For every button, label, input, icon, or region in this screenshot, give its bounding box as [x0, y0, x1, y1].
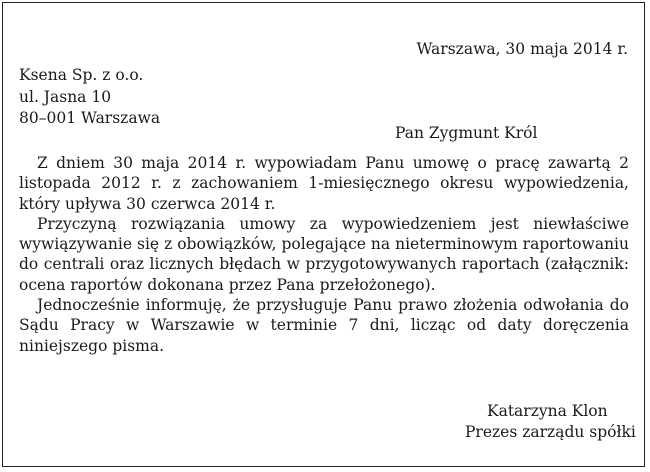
- sender-street: ul. Jasna 10: [19, 87, 112, 106]
- sender-city: 80–001 Warszawa: [19, 109, 161, 127]
- sender-address: [19, 65, 160, 130]
- signature-title: Prezes zarządu spółki: [465, 423, 636, 441]
- place-date: Warszawa, 30 maja 2014 r.: [416, 40, 628, 58]
- paragraph-appeal: Jednocześnie informuję, że przysługuje Panu prawo złożenia odwołania do Sądu Pracy w Warszawie w terminie 7 dni, licząc od daty doręczenia niniejszego pisma.: [19, 296, 629, 355]
- paragraph-reason: Przyczyną rozwiązania umowy za wypowiedzeniem jest niewłaściwe wywiązywanie się z obowiązków, polegające na nieterminowym raportowaniu do centrali oraz licznych błędach w przygotowywanych raportach (załącznik: ocena raportów dokonana przez Pana przełożonego).: [19, 214, 629, 294]
- recipient-name: Pan Zygmunt Król: [395, 124, 538, 142]
- signature-name: Katarzyna Klon: [487, 402, 608, 420]
- letter-frame: [2, 2, 645, 467]
- letter-body: [19, 153, 629, 356]
- sender-name: Ksena Sp. z o.o.: [19, 66, 144, 84]
- paragraph-termination: Z dniem 30 maja 2014 r. wypowiadam Panu umowę o pracę zawartą 2 listopada 2012 r. z zachowaniem 1-miesięcznego okresu wypowiedzenia, który upływa 30 czerwca 2014 r.: [19, 154, 629, 213]
